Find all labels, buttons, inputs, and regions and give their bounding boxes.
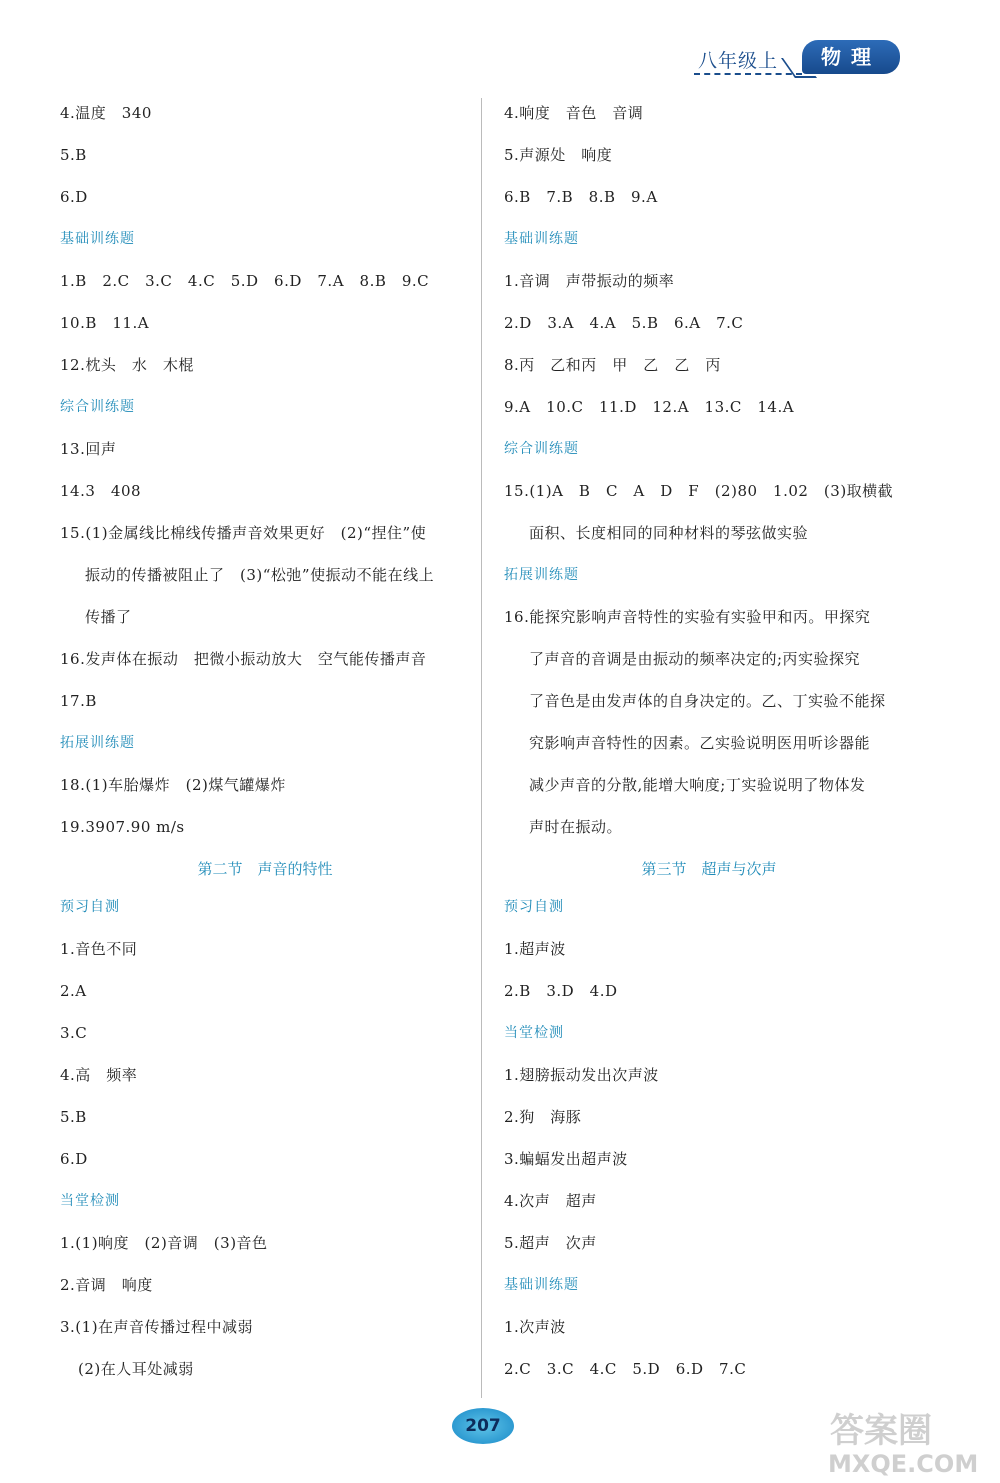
answer-line: 4.高 频率	[60, 1066, 138, 1084]
answer-line: 18.(1)车胎爆炸 (2)煤气罐爆炸	[60, 776, 286, 794]
category-heading: 基础训练题	[60, 231, 135, 247]
answer-line: 16.发声体在振动 把微小振动放大 空气能传播声音	[60, 650, 427, 668]
answer-line: 1.(1)响度 (2)音调 (3)音色	[60, 1234, 268, 1252]
left-column	[60, 96, 470, 1394]
answer-line: 1.B 2.C 3.C 4.C 5.D 6.D 7.A 8.B 9.C	[60, 272, 430, 290]
section-title: 第三节 超声与次声	[641, 860, 777, 878]
watermark-logo	[820, 1400, 1000, 1480]
answer-line: 8.丙 乙和丙 甲 乙 乙 丙	[504, 356, 721, 374]
answer-line: 15.(1)A B C A D F (2)80 1.02 (3)取横截	[504, 482, 894, 500]
page-number: 207	[452, 1408, 514, 1444]
answer-line: 4.响度 音色 音调	[504, 104, 644, 122]
page-header	[690, 40, 910, 80]
category-heading: 预习自测	[60, 899, 120, 915]
answer-continuation: 了音色是由发声体的自身决定的。乙、丁实验不能探	[529, 692, 886, 710]
answer-line: 2.音调 响度	[60, 1276, 153, 1294]
answer-line: 5.超声 次声	[504, 1234, 597, 1252]
grade-label: 八年级上	[698, 50, 779, 72]
category-heading: 预习自测	[504, 899, 564, 915]
answer-line: 1.次声波	[504, 1318, 566, 1336]
answer-line: 15.(1)金属线比棉线传播声音效果更好 (2)“捏住”使	[60, 524, 427, 542]
answer-line: 2.B 3.D 4.D	[504, 982, 618, 1000]
answer-line: 6.D	[60, 1150, 88, 1168]
answer-line: 1.音调 声带振动的频率	[504, 272, 675, 290]
answer-continuation: 传播了	[85, 608, 132, 626]
answer-line: 17.B	[60, 692, 97, 710]
answer-line: 4.温度 340	[60, 104, 152, 122]
answer-continuation: 振动的传播被阻止了 (3)“松弛”使振动不能在线上	[85, 566, 435, 584]
category-heading: 当堂检测	[60, 1193, 120, 1209]
category-heading: 拓展训练题	[60, 735, 135, 751]
answer-line: 2.D 3.A 4.A 5.B 6.A 7.C	[504, 314, 744, 332]
answer-continuation: 减少声音的分散,能增大响度;丁实验说明了物体发	[529, 776, 866, 794]
category-heading: 基础训练题	[504, 1277, 579, 1293]
answer-line: 12.枕头 水 木棍	[60, 356, 194, 374]
answer-line: 2.狗 海豚	[504, 1108, 582, 1126]
answer-continuation: 究影响声音特性的因素。乙实验说明医用听诊器能	[529, 734, 871, 752]
answer-line: 1.音色不同	[60, 940, 138, 958]
answer-line: 14.3 408	[60, 482, 142, 500]
category-heading: 基础训练题	[504, 231, 579, 247]
answer-line: 6.D	[60, 188, 88, 206]
column-divider	[481, 98, 482, 1398]
header-dashed-rule	[694, 73, 802, 75]
answer-line: 5.B	[60, 1108, 87, 1126]
answer-line: 3.蝙蝠发出超声波	[504, 1150, 628, 1168]
answer-line: 2.C 3.C 4.C 5.D 6.D 7.C	[504, 1360, 747, 1378]
answer-continuation: 了声音的音调是由振动的频率决定的;丙实验探究	[529, 650, 861, 668]
answer-continuation: 声时在振动。	[529, 818, 623, 836]
category-heading: 拓展训练题	[504, 567, 579, 583]
svg-text:MXQE.COM: MXQE.COM	[828, 1450, 979, 1478]
section-title: 第二节 声音的特性	[197, 860, 333, 878]
answer-line: 1.超声波	[504, 940, 566, 958]
answer-line: 1.翅膀振动发出次声波	[504, 1066, 659, 1084]
category-heading: 综合训练题	[504, 441, 579, 457]
svg-text:答案圈: 答案圈	[830, 1411, 932, 1451]
answer-line: 3.(1)在声音传播过程中减弱	[60, 1318, 254, 1336]
answer-line: 5.B	[60, 146, 87, 164]
category-heading: 综合训练题	[60, 399, 135, 415]
answer-line: 6.B 7.B 8.B 9.A	[504, 188, 658, 206]
answer-line: 4.次声 超声	[504, 1192, 597, 1210]
answer-line: 19.3907.90 m/s	[60, 818, 185, 836]
answer-line: 16.能探究影响声音特性的实验有实验甲和丙。甲探究	[504, 608, 871, 626]
category-heading: 当堂检测	[504, 1025, 564, 1041]
right-column	[504, 96, 914, 1394]
answer-subline: (2)在人耳处减弱	[78, 1360, 194, 1378]
subject-badge: 物理	[802, 40, 900, 74]
answer-line: 2.A	[60, 982, 87, 1000]
answer-line: 5.声源处 响度	[504, 146, 613, 164]
answer-continuation: 面积、长度相同的同种材料的琴弦做实验	[529, 524, 809, 542]
answer-line: 13.回声	[60, 440, 117, 458]
answer-line: 10.B 11.A	[60, 314, 150, 332]
answer-line: 3.C	[60, 1024, 88, 1042]
answer-line: 9.A 10.C 11.D 12.A 13.C 14.A	[504, 398, 795, 416]
